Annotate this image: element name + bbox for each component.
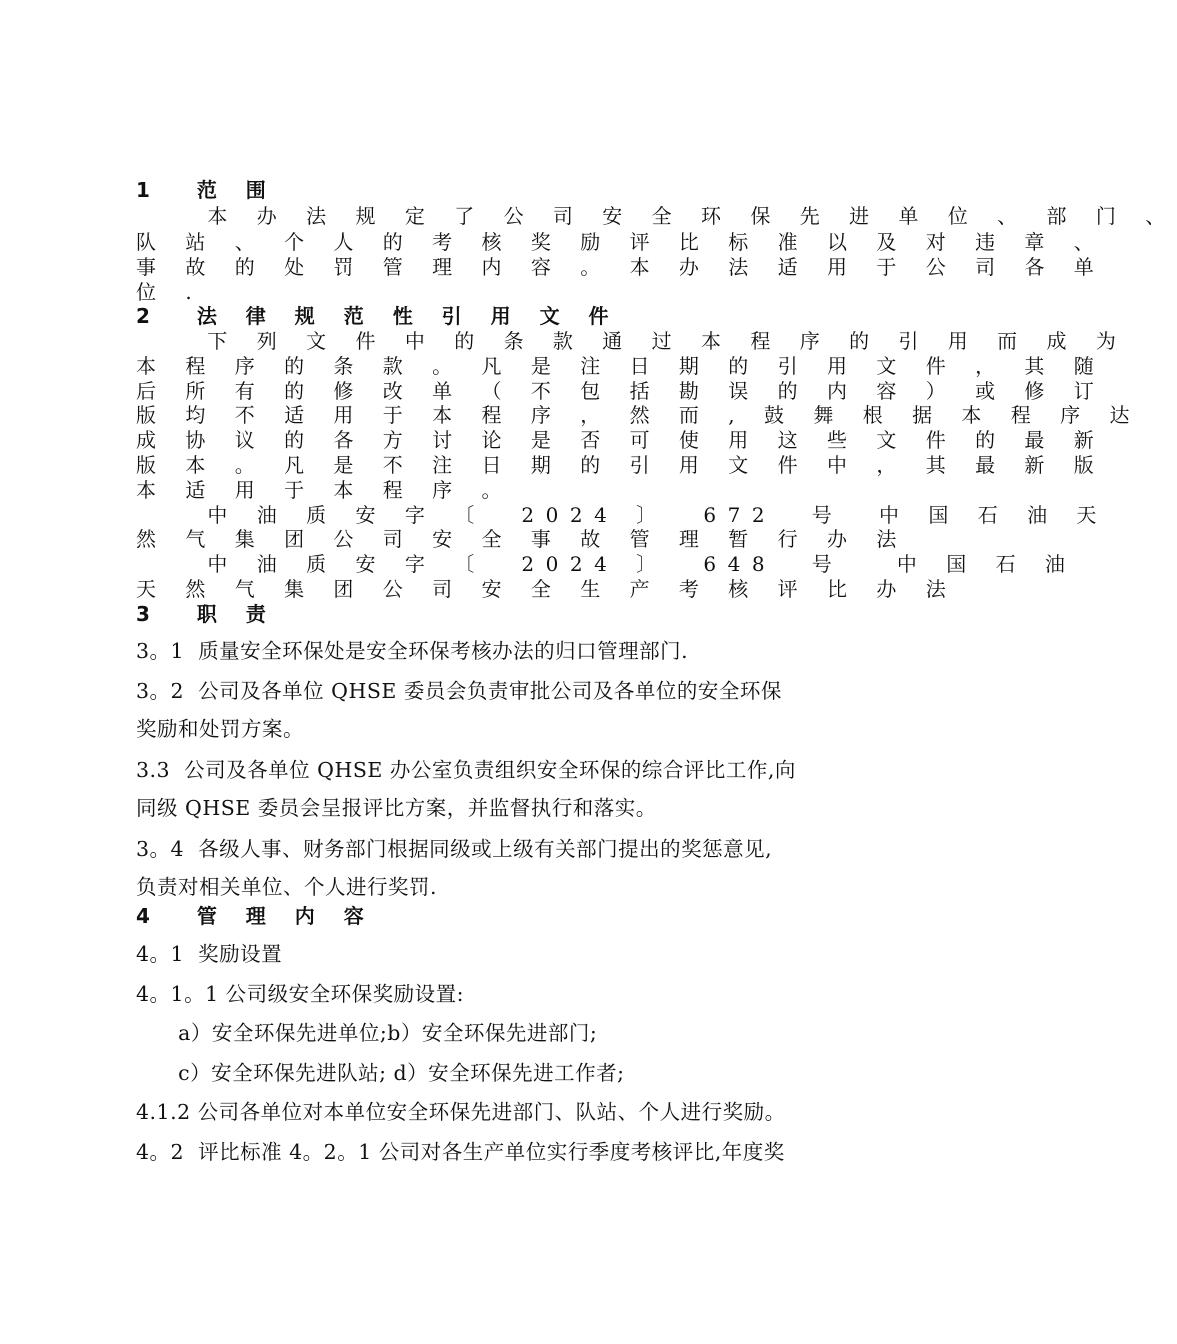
- section-1-heading: 1 范 围: [136, 178, 277, 202]
- section-2-reference: 然 气 集 团 公 司 安 全 事 故 管 理 暂 行 办 法: [136, 527, 908, 551]
- section-2-line: 成 协 议 的 各 方 讨 论 是 否 可 使 用 这 些 文 件 的 最 新: [136, 428, 1106, 452]
- section-2-line: 版 本 。 凡 是 不 注 日 期 的 引 用 文 件 中 ， 其 最 新 版: [136, 453, 1106, 477]
- section-3-line: 3.3 公司及各单位 QHSE 办公室负责组织安全环保的综合评比工作,向: [136, 758, 796, 782]
- section-4-line: 4.1.2 公司各单位对本单位安全环保先进部门、队站、个人进行奖励。: [136, 1100, 786, 1124]
- section-3-heading: 3 职 责: [136, 602, 277, 626]
- section-1-line: 队 站 、 个 人 的 考 核 奖 励 评 比 标 准 以 及 对 违 章 、: [136, 230, 1106, 254]
- section-1-line: 位 .: [136, 280, 204, 304]
- section-4-list-item: c）安全环保先进队站; d）安全环保先进工作者;: [136, 1061, 625, 1085]
- section-1-line: 事 故 的 处 罚 管 理 内 容 。 本 办 法 适 用 于 公 司 各 单: [136, 255, 1106, 279]
- section-3-line: 3。1 质量安全环保处是安全环保考核办法的归口管理部门.: [136, 639, 689, 663]
- section-3-line: 3。4 各级人事、财务部门根据同级或上级有关部门提出的奖惩意见,: [136, 837, 773, 861]
- section-2-heading: 2 法 律 规 范 性 引 用 文 件: [136, 304, 620, 328]
- section-3-line: 3。2 公司及各单位 QHSE 委员会负责审批公司及各单位的安全环保: [136, 679, 782, 703]
- section-4-line: 4。2 评比标准 4。2。1 公司对各生产单位实行季度考核评比,年度奖: [136, 1140, 785, 1164]
- section-2-line: 下 列 文 件 中 的 条 款 通 过 本 程 序 的 引 用 而 成 为: [136, 329, 1128, 353]
- section-3-line: 同级 QHSE 委员会呈报评比方案，并监督执行和落实。: [136, 796, 657, 820]
- section-2-reference: 中 油 质 安 字 〔 2024 〕 648 号 中 国 石 油: [136, 552, 1077, 576]
- section-2-line: 本 程 序 的 条 款 。 凡 是 注 日 期 的 引 用 文 件 ， 其 随: [136, 354, 1106, 378]
- section-4-heading: 4 管 理 内 容: [136, 904, 375, 928]
- section-2-reference: 中 油 质 安 字 〔 2024 〕 672 号 中 国 石 油 天: [136, 503, 1108, 527]
- section-3-line: 负责对相关单位、个人进行奖罚.: [136, 875, 438, 899]
- section-3-line: 奖励和处罚方案。: [136, 717, 304, 741]
- section-2-reference: 天 然 气 集 团 公 司 安 全 生 产 考 核 评 比 办 法: [136, 577, 958, 601]
- section-2-line: 版 均 不 适 用 于 本 程 序 ， 然 而 , 鼓 舞 根 据 本 程 序 达: [136, 403, 1142, 427]
- section-2-line: 本 适 用 于 本 程 序 。: [136, 478, 514, 502]
- section-2-line: 后 所 有 的 修 改 单 （ 不 包 括 勘 误 的 内 容 ） 或 修 订: [136, 379, 1106, 403]
- section-4-line: 4。1 奖励设置: [136, 942, 283, 966]
- section-1-line: 本 办 法 规 定 了 公 司 安 全 环 保 先 进 单 位 、 部 门 、: [136, 204, 1177, 228]
- section-4-list-item: a）安全环保先进单位;b）安全环保先进部门;: [136, 1021, 598, 1045]
- section-4-line: 4。1。1 公司级安全环保奖励设置:: [136, 982, 465, 1006]
